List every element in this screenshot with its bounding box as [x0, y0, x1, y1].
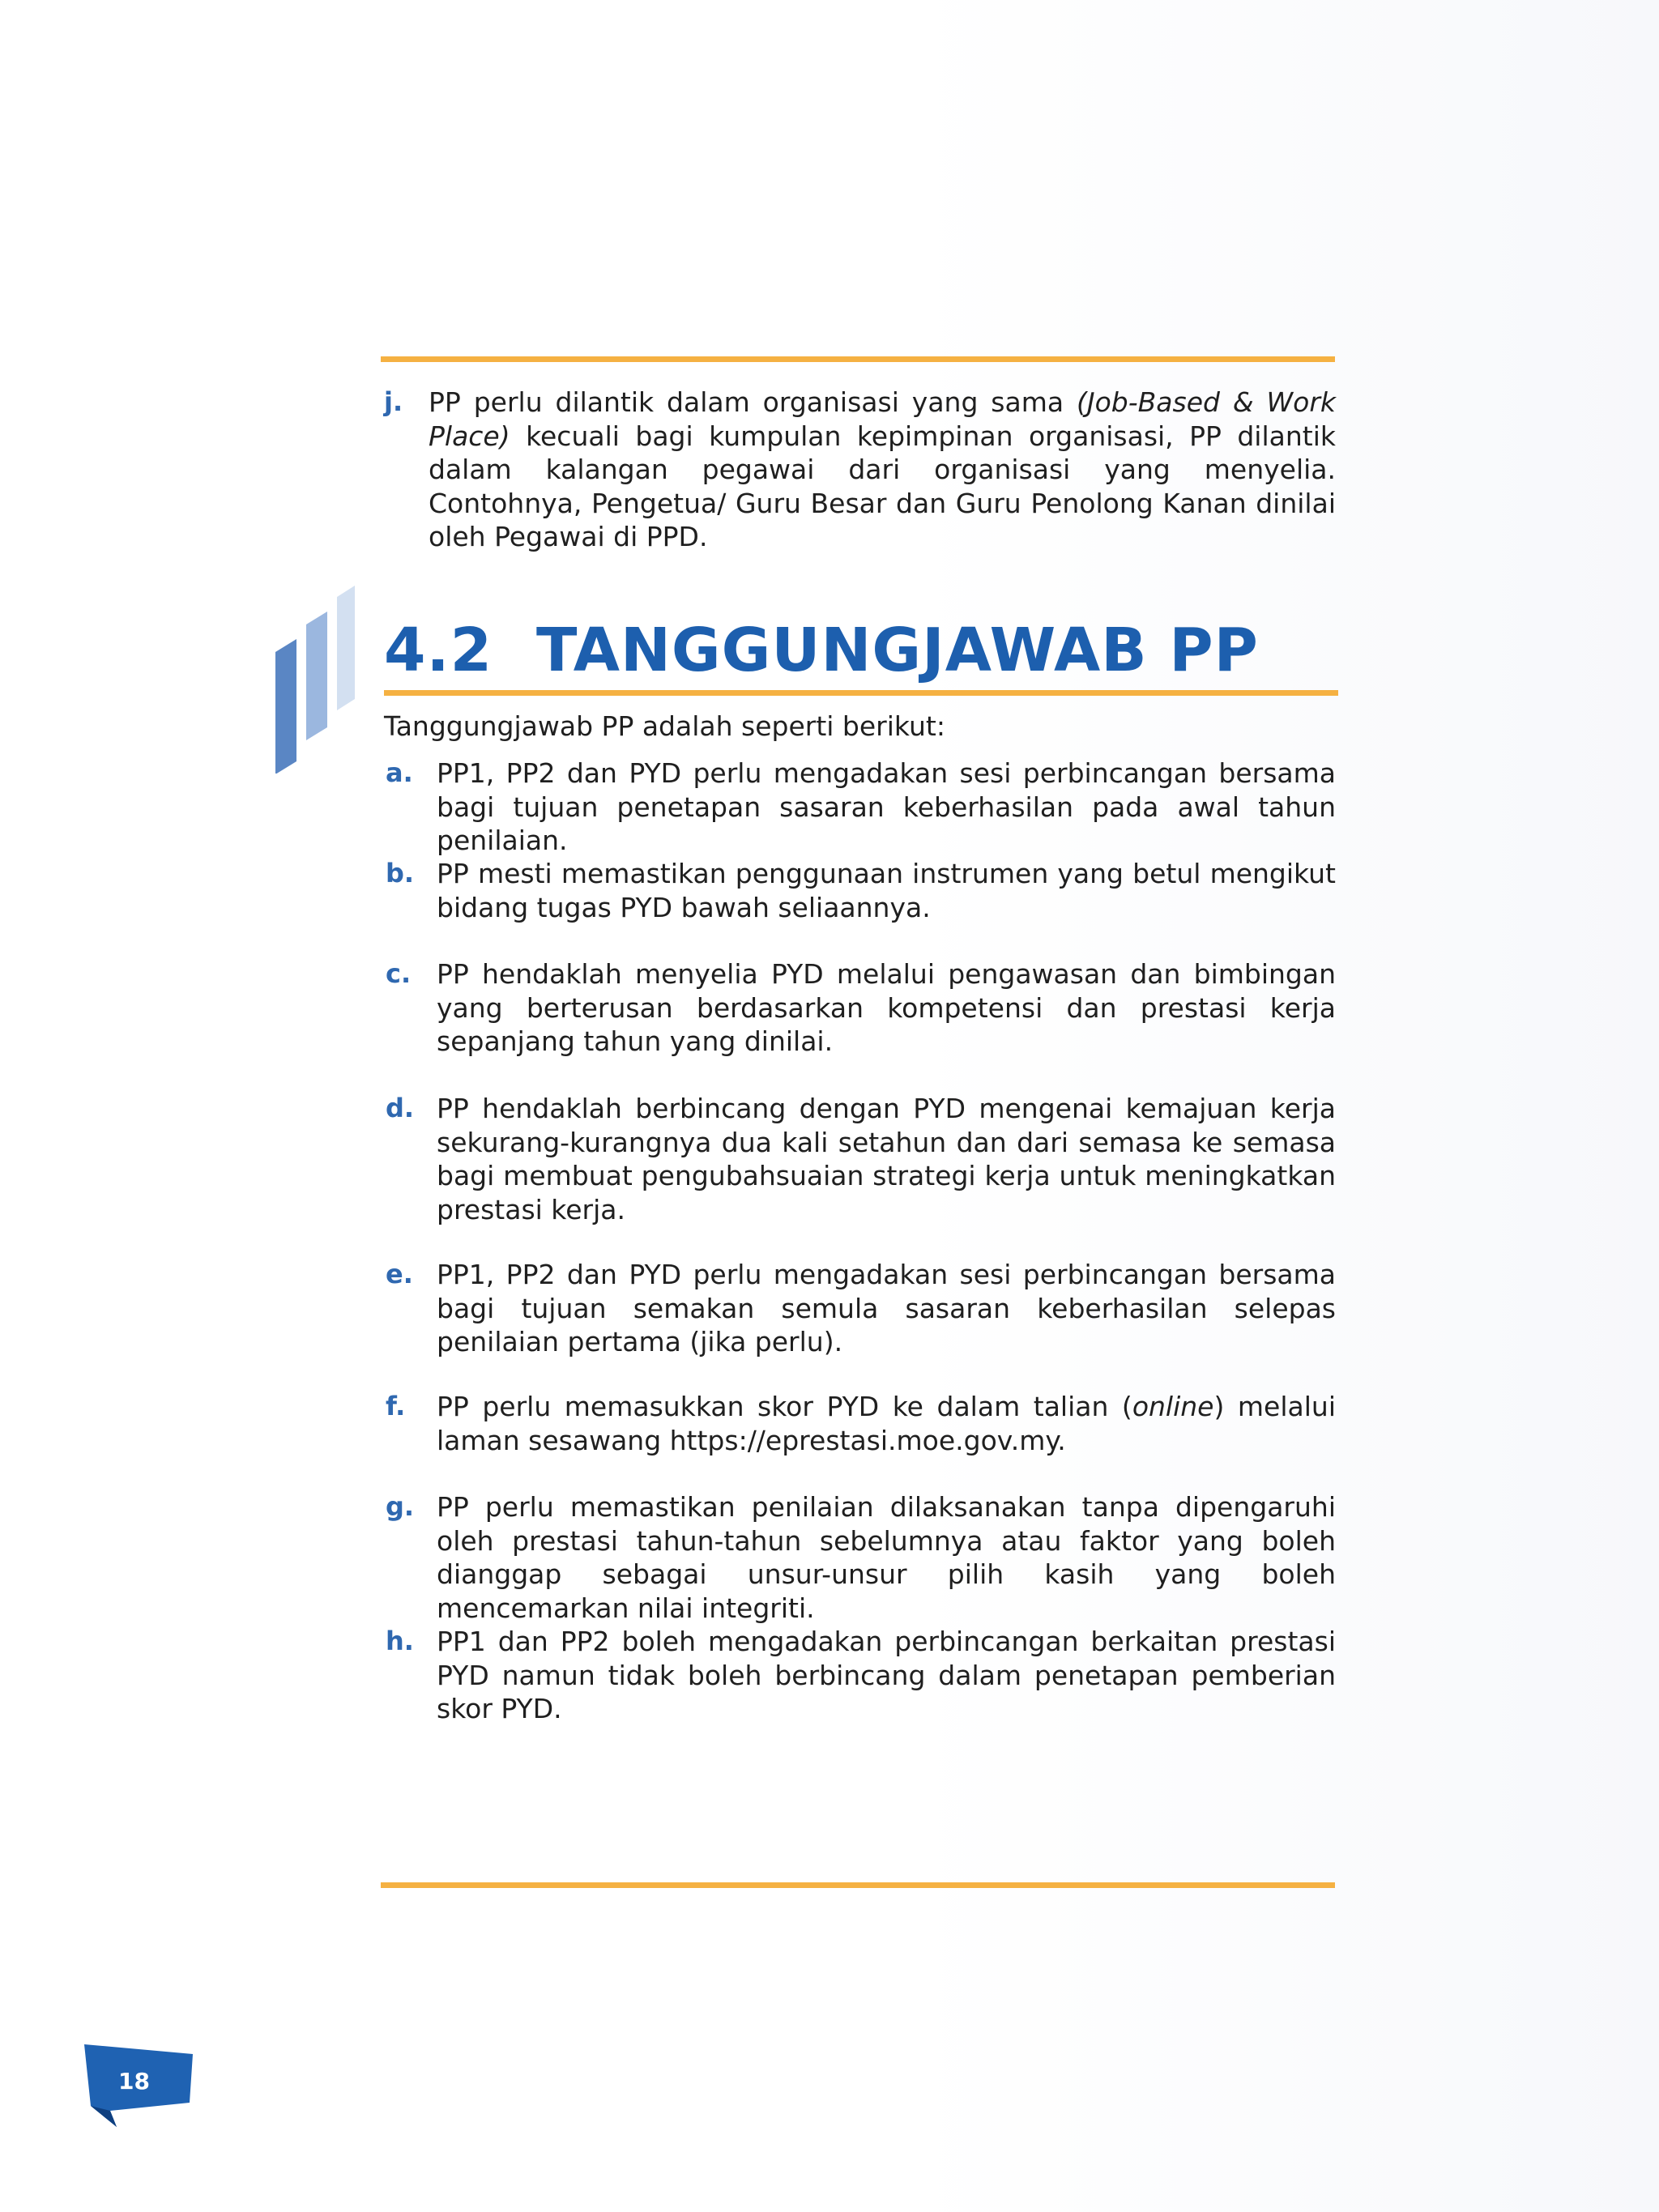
list-item-text: PP1, PP2 dan PYD perlu mengadakan sesi perbincangan bersama bagi tujuan penetapan sasaran keberhasilan pada awal tahun penilaian. [437, 757, 1336, 856]
list-item-a [386, 757, 1336, 858]
section-title: TANGGUNGJAWAB PP [536, 616, 1259, 685]
section-decoration-icon [275, 579, 356, 774]
list-marker: d. [386, 1093, 415, 1123]
list-item-text: PP1 dan PP2 boleh mengadakan perbincangan berkaitan prestasi PYD namun tidak boleh berbincang dalam penetapan pemberian skor PYD. [437, 1626, 1336, 1724]
list-marker: j. [384, 386, 403, 417]
list-item-text: PP hendaklah menyelia PYD melalui pengawasan dan bimbingan yang berterusan berdasarkan kompetensi dan prestasi kerja sepanjang tahun yang dinilai. [437, 958, 1336, 1057]
section-intro: Tanggungjawab PP adalah seperti berikut: [384, 710, 945, 742]
list-item-text: PP perlu memasukkan skor PYD ke dalam talian (online) melalui laman sesawang https://eprestasi.moe.gov.my. [437, 1391, 1336, 1456]
list-item-text: PP mesti memastikan penggunaan instrumen yang betul mengikut bidang tugas PYD bawah seliaannya. [437, 858, 1336, 923]
list-marker: f. [386, 1391, 406, 1421]
heading-underline [384, 690, 1338, 696]
list-marker: a. [386, 757, 413, 788]
list-item-text: PP perlu dilantik dalam organisasi yang sama (Job-Based & Work Place) kecuali bagi kumpulan kepimpinan organisasi, PP dilantik dalam kalangan pegawai dari organisasi yang menyelia. Contohnya, Pengetua/ Guru Besar dan Guru Penolong Kanan dinilai oleh Pegawai di PPD. [429, 386, 1336, 552]
list-item-text: PP perlu memastikan penilaian dilaksanakan tanpa dipengaruhi oleh prestasi tahun-tahun sebelumnya atau faktor yang boleh dianggap sebagai unsur-unsur pilih kasih yang boleh mencemarkan nilai integriti. [437, 1491, 1336, 1624]
list-marker: e. [386, 1259, 413, 1289]
page-number: 18 [118, 2068, 150, 2095]
bottom-divider [381, 1882, 1335, 1888]
list-item-h [386, 1625, 1336, 1726]
list-item-text: PP hendaklah berbincang dengan PYD mengenai kemajuan kerja sekurang-kurangnya dua kali setahun dan dari semasa ke semasa bagi membuat pengubahsuaian strategi kerja untuk meningkatkan prestasi kerja. [437, 1093, 1336, 1225]
list-item-g [386, 1490, 1336, 1625]
list-marker: c. [386, 958, 412, 989]
section-number: 4.2 [384, 616, 493, 685]
list-item-e [386, 1258, 1336, 1359]
list-item-d [386, 1092, 1336, 1226]
list-marker: g. [386, 1491, 415, 1522]
top-divider [381, 356, 1335, 362]
list-marker: h. [386, 1626, 414, 1656]
list-item-text: PP1, PP2 dan PYD perlu mengadakan sesi perbincangan bersama bagi tujuan semakan semula sasaran keberhasilan selepas penilaian pertama (jika perlu). [437, 1259, 1336, 1357]
list-item-f [386, 1390, 1336, 1457]
list-item-j [384, 386, 1336, 554]
list-item-c [386, 957, 1336, 1059]
list-marker: b. [386, 858, 415, 889]
list-item-b [386, 857, 1336, 924]
